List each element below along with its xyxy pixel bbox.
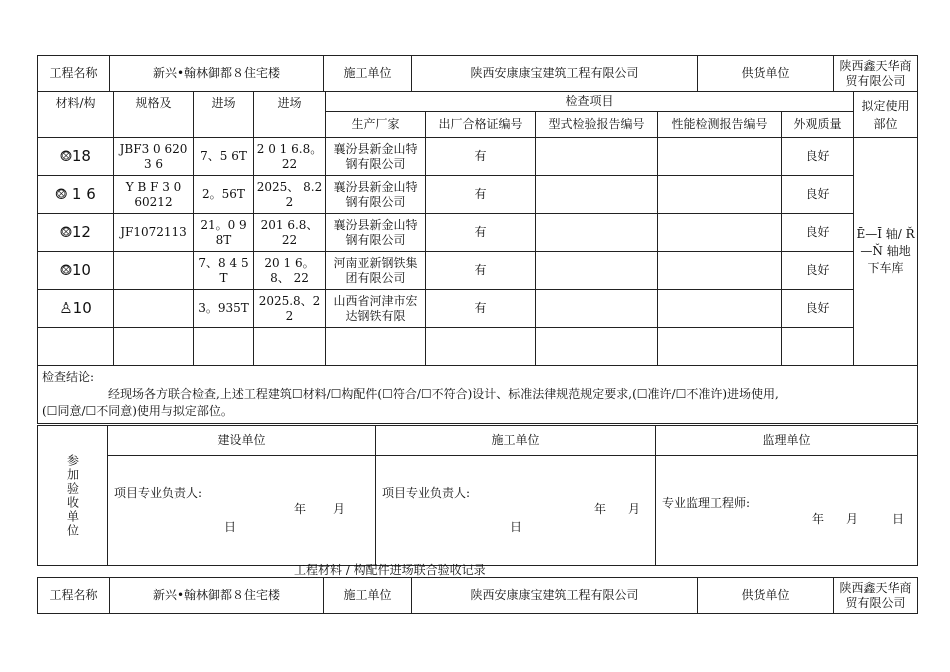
maker-cell [326,328,426,366]
col-entry-date: 进场 [254,92,326,138]
maker-cell: 襄汾县新金山特钢有限公司 [326,214,426,252]
construction-unit-label: 施工单位 [324,56,412,92]
project-name: 新兴•翰林御都８住宅楼 [110,578,324,614]
table-row [38,252,918,290]
quality-cell: 良好 [782,176,854,214]
project-name-label: 工程名称 [38,578,110,614]
spec-cell [114,252,194,290]
supervisor-sign-label: 专业监理工程师: [662,496,751,510]
year-label: 年 [294,502,307,516]
material-cell: ⨷10 [38,252,114,290]
col-entry-qty: 进场 [194,92,254,138]
construction-unit-label: 施工单位 [324,578,412,614]
perf-cell [658,328,782,366]
spec-cell [114,328,194,366]
cert-cell: 有 [426,290,536,328]
perf-cell [658,252,782,290]
cert-cell: 有 [426,138,536,176]
perf-cell [658,176,782,214]
spec-cell: Y B F 3 0 60212 [114,176,194,214]
maker-cell: 襄汾县新金山特钢有限公司 [326,176,426,214]
supplier-label: 供货单位 [698,56,834,92]
spec-cell [114,290,194,328]
quality-cell: 良好 [782,214,854,252]
inspection-table [37,91,918,424]
maker-cell: 河南亚新钢铁集团有限公司 [326,252,426,290]
cert-cell: 有 [426,214,536,252]
quality-cell [782,328,854,366]
perf-cell [658,290,782,328]
supplier-label: 供货单位 [698,578,834,614]
supervisor-header: 监理单位 [656,426,918,456]
owner-sign-cell [108,456,376,566]
maker-cell: 襄汾县新金山特钢有限公司 [326,138,426,176]
day-label: 日 [510,520,523,534]
col-intended-use: 拟定使用部位 [854,92,918,138]
project-name: 新兴•翰林御都８住宅楼 [110,56,324,92]
type-cell [536,290,658,328]
construction-unit: 陕西安康康宝建筑工程有限公司 [412,56,698,92]
intended-use-cell: Ē—Ī 轴/ Ř—Ň 轴地下车库 [854,138,918,366]
qty-cell [194,328,254,366]
type-cell [536,328,658,366]
type-cell [536,252,658,290]
type-cell [536,214,658,252]
table-row [38,290,918,328]
project-name-label: 工程名称 [38,56,110,92]
year-label: 年 [594,502,607,516]
col-cert-no: 出厂合格证编号 [426,112,536,138]
perf-cell [658,138,782,176]
record-table-2 [37,577,918,614]
col-inspection: 检查项目 [326,92,854,112]
table-row [38,176,918,214]
qty-cell: 2。56T [194,176,254,214]
day-label: 日 [892,512,905,526]
table-row [38,138,918,176]
conclusion-label: 检查结论: [42,370,95,384]
material-cell: ⨷ 1 6 [38,176,114,214]
month-label: 月 [846,512,859,526]
conclusion-text-2: (☐同意/☐不同意)使用与拟定部位。 [42,404,233,418]
type-cell [536,176,658,214]
day-label: 日 [224,520,237,534]
maker-cell: 山西省河津市宏达钢铁有限 [326,290,426,328]
cert-cell: 有 [426,176,536,214]
qty-cell: 3。935T [194,290,254,328]
cert-cell: 有 [426,252,536,290]
cert-cell [426,328,536,366]
material-cell: ⨷12 [38,214,114,252]
qty-cell: 7、5 6T [194,138,254,176]
col-spec: 规格及 [114,92,194,138]
col-perf-report: 性能检测报告编号 [658,112,782,138]
date-cell: 2 0 1 6.8。22 [254,138,326,176]
spec-cell: JF1072113 [114,214,194,252]
supervisor-sign-cell [656,456,918,566]
qty-cell: 21。0 9 8T [194,214,254,252]
date-cell: 2025.8、2 2 [254,290,326,328]
date-cell: 201 6.8、22 [254,214,326,252]
acceptance-table [37,425,918,566]
month-label: 月 [333,502,346,516]
owner-header: 建设单位 [108,426,376,456]
col-appearance: 外观质量 [782,112,854,138]
acceptance-side-label: 参加验收单位 [38,426,108,566]
contractor-sign-label: 项目专业负责人: [382,486,471,500]
col-type-report: 型式检验报告编号 [536,112,658,138]
material-cell [38,328,114,366]
date-cell [254,328,326,366]
date-cell: 2025、 8.2 2 [254,176,326,214]
year-label: 年 [812,512,825,526]
month-label: 月 [628,502,641,516]
supplier: 陕西鑫天华商贸有限公司 [834,56,918,92]
record-table [37,55,918,92]
date-cell: 20 1 6。 8、 22 [254,252,326,290]
perf-cell [658,214,782,252]
table-row [38,328,918,366]
quality-cell: 良好 [782,138,854,176]
contractor-header: 施工单位 [376,426,656,456]
supplier: 陕西鑫天华商贸有限公司 [834,578,918,614]
type-cell [536,138,658,176]
conclusion-cell [38,366,918,424]
material-cell: ♙10 [38,290,114,328]
construction-unit: 陕西安康康宝建筑工程有限公司 [412,578,698,614]
contractor-sign-cell [376,456,656,566]
qty-cell: 7、8 4 5 T [194,252,254,290]
second-record-title: 工程材料 / 构配件进场联合验收记录 [294,563,486,577]
conclusion-text: 经现场各方联合检查,上述工程建筑☐材料/☐构配件(☐符合/☐不符合)设计、标准法律规范规定要求,(☐准许/☐不准许)进场使用, [108,387,779,401]
spec-cell: JBF3 0 620 3 6 [114,138,194,176]
quality-cell: 良好 [782,252,854,290]
col-manufacturer: 生产厂家 [326,112,426,138]
quality-cell: 良好 [782,290,854,328]
col-material: 材料/构 [38,92,114,138]
owner-sign-label: 项目专业负责人: [114,486,203,500]
table-row [38,214,918,252]
material-cell: ⨷18 [38,138,114,176]
